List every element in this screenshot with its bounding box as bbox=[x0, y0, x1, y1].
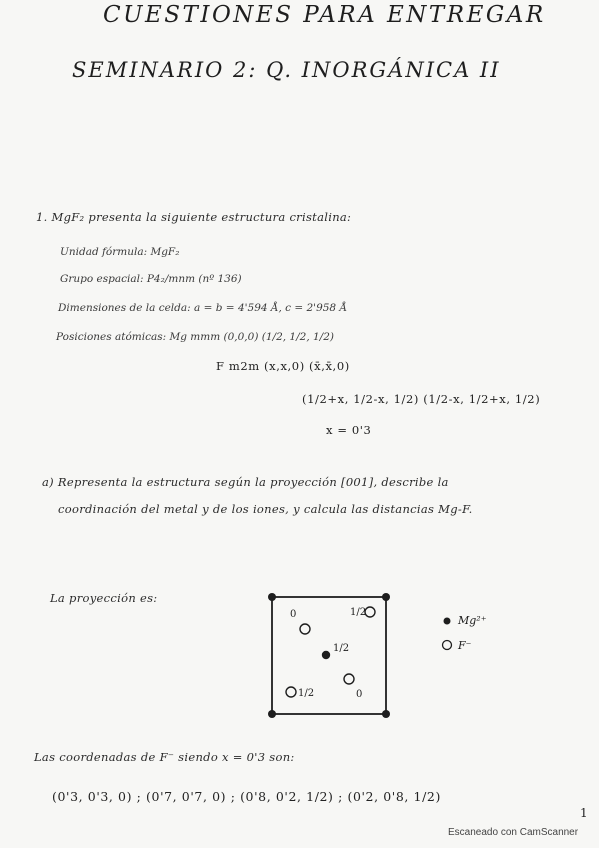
page-number: 1 bbox=[580, 806, 588, 820]
page-subtitle: SEMINARIO 2: Q. INORGÁNICA II bbox=[72, 58, 501, 82]
mg-atom-corner-tr bbox=[382, 593, 390, 601]
label-bottom-left: 1/2 bbox=[298, 688, 315, 699]
posiciones-atomicas: Posiciones atómicas: Mg mmm (0,0,0) (1/2, 1/2, 1/2) bbox=[56, 331, 334, 343]
grupo-espacial: Grupo espacial: P4₂/mnm (nº 136) bbox=[60, 273, 242, 285]
label-top-left: 0 bbox=[290, 609, 297, 620]
mg-atom-center bbox=[322, 651, 330, 659]
posiciones-f-2: (1/2+x, 1/2-x, 1/2) (1/2-x, 1/2+x, 1/2) bbox=[302, 392, 541, 406]
mg-atom-corner-bl bbox=[268, 710, 276, 718]
question-a-line-1: a) Representa la estructura según la proyección [001], describe la bbox=[42, 475, 449, 489]
f-atom-bl bbox=[286, 687, 296, 697]
f-atom-tl bbox=[300, 624, 310, 634]
legend-mg-label: Mg²⁺ bbox=[458, 614, 487, 627]
page-title: CUESTIONES PARA ENTREGAR bbox=[103, 2, 546, 28]
legend-mg-dot bbox=[444, 618, 451, 625]
label-top-right: 1/2 bbox=[350, 607, 367, 618]
dimensiones-celda: Dimensiones de la celda: a = b = 4'594 Å, c = 2'958 Å bbox=[58, 302, 348, 314]
f-atom-tr bbox=[365, 607, 375, 617]
scanner-watermark: Escaneado con CamScanner bbox=[448, 827, 579, 838]
mg-atom-corner-tl bbox=[268, 593, 276, 601]
posiciones-f: F m2m (x,x,0) (x̄,x̄,0) bbox=[216, 359, 350, 373]
legend-f-label: F⁻ bbox=[458, 639, 472, 652]
x-value: x = 0'3 bbox=[326, 423, 372, 437]
coordinates-values: (0'3, 0'3, 0) ; (0'7, 0'7, 0) ; (0'8, 0'2, 1/2) ; (0'2, 0'8, 1/2) bbox=[52, 789, 441, 804]
label-center: 1/2 bbox=[333, 643, 350, 654]
projection-label: La proyección es: bbox=[50, 591, 158, 605]
unidad-formula: Unidad fórmula: MgF₂ bbox=[60, 246, 180, 258]
question-1-intro: 1. MgF₂ presenta la siguiente estructura cristalina: bbox=[36, 210, 352, 224]
legend-f-circle bbox=[443, 641, 452, 650]
label-bottom-right: 0 bbox=[356, 689, 363, 700]
f-atom-br bbox=[344, 674, 354, 684]
mg-atom-corner-br bbox=[382, 710, 390, 718]
question-a-line-2: coordinación del metal y de los iones, y calcula las distancias Mg-F. bbox=[58, 502, 473, 516]
coordinates-intro: Las coordenadas de F⁻ siendo x = 0'3 son: bbox=[34, 750, 295, 764]
